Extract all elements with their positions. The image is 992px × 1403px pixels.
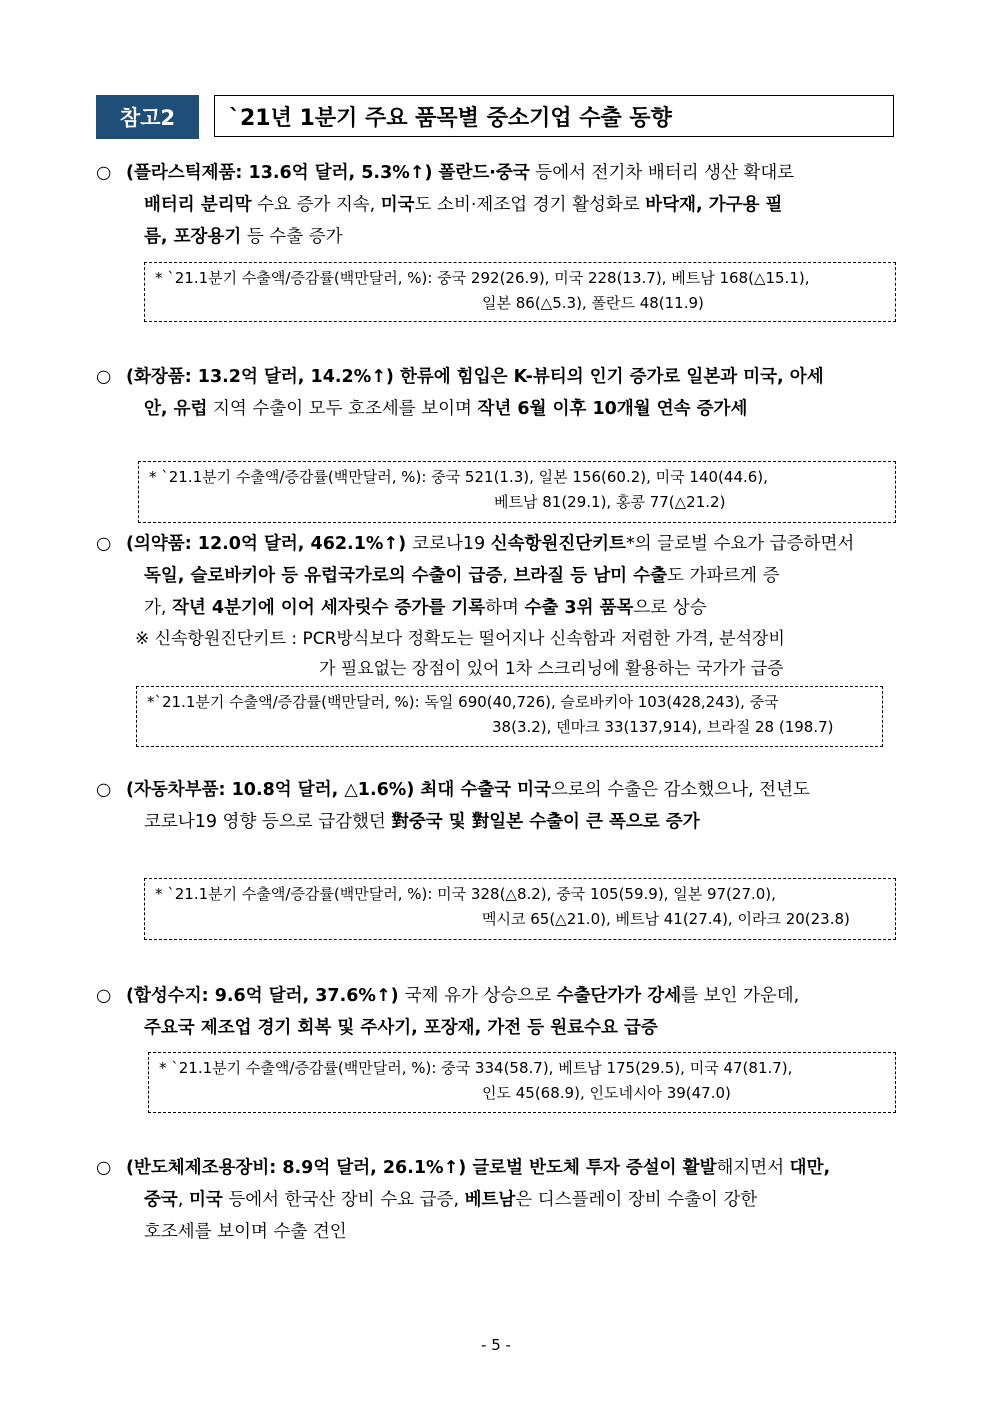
text-line [126,189,896,221]
text-run: 코로나19 영향 등으로 급감했던 [144,812,392,832]
note-line: 38(3.2), 덴마크 33(137,914), 브라질 28 (198.7) [492,718,834,736]
bullet-symbol: ○ [96,534,112,554]
kit-definition [135,624,905,684]
bold-run: 브라질 등 남미 수출 [513,566,667,586]
text-line [126,1012,896,1044]
section-text [126,980,896,1044]
text-line [126,157,896,189]
reference-badge: 참고2 [96,95,199,139]
bold-run: (의약품: 12.0억 달러, 462.1%↑) [126,534,413,554]
definition-line: ※ 신속항원진단키트 : PCR방식보다 정확도는 떨어지나 신속함과 저렴한 가격, 분석장비 [135,629,785,649]
section-pharma [96,528,896,624]
text-run: 가, [144,598,173,618]
text-run: 해지면서 [716,1158,790,1178]
text-run: 국제 유가 상승으로 [404,986,557,1006]
bullet-symbol: ○ [96,986,112,1006]
definition-line: 가 필요없는 장점이 있어 1차 스크리닝에 활용하는 국가가 급증 [319,659,784,679]
text-run: 코로나19 [412,534,491,554]
bold-run: 폴란드·중국 [438,163,530,183]
page-number: - 5 - [481,1336,511,1354]
text-line [126,1184,896,1216]
text-run: 도 소비·제조업 경기 활성화로 [414,195,646,215]
bold-run: (반도체제조용장비: 8.9억 달러, 26.1%↑) 글로벌 반도체 투자 증설이 활발 [126,1158,717,1178]
note-line: 일본 86(△5.3), 폴란드 48(11.9) [482,294,704,312]
section-text [126,157,896,253]
bold-run: 독일, 슬로바키아 등 유럽국가로의 수출이 급증 [144,566,503,586]
bullet-symbol: ○ [96,1158,112,1178]
bold-run: 對중국 및 對일본 수출이 큰 폭으로 증가 [391,812,700,832]
bold-run: 미국 [380,195,415,215]
page-title-text: `21년 1분기 주요 품목별 중소기업 수출 동향 [229,105,672,131]
bold-run: 안, 유럽 [144,399,208,419]
bold-run: 신속항원진단키트 [490,534,626,554]
text-line [126,393,896,425]
text-run: 으로 상승 [633,598,707,618]
text-run: , [177,1190,189,1210]
export-note-resin [148,1052,896,1113]
note-line: 멕시코 65(△21.0), 베트남 41(27.4), 이라크 20(23.8) [482,910,850,928]
section-cosmetics [96,361,896,425]
export-note-plastic [144,262,896,322]
text-run: *의 글로벌 수요가 급증하면서 [625,534,855,554]
text-run: 등에서 전기차 배터리 생산 확대로 [529,163,795,183]
bullet-symbol: ○ [96,780,112,800]
page-title [214,95,894,137]
bold-run: 작년 4분기에 이어 세자릿수 증가를 기록 [172,598,486,618]
bold-run: 수출단가가 강세 [556,986,682,1006]
text-run: 지역 수출이 모두 호조세를 보이며 [207,399,478,419]
bold-run: 배터리 분리막 [144,195,252,215]
text-run: 수요 증가 지속, [251,195,381,215]
bullet-symbol: ○ [96,367,112,387]
text-run: , [502,566,514,586]
bold-run: (플라스틱제품: 13.6억 달러, 5.3%↑) [126,163,439,183]
text-line [126,221,896,253]
export-note-cosmetics [138,461,896,523]
text-line [126,980,896,1012]
bold-run: 주요국 제조업 경기 회복 및 주사기, 포장재, 가전 등 원료수요 급증 [144,1018,658,1038]
text-line [126,1152,896,1184]
section-resin [96,980,896,1044]
text-run: 하며 [485,598,525,618]
bold-run: 중국 [144,1190,178,1210]
section-text [126,774,896,838]
text-line [126,774,896,806]
text-line [126,592,896,624]
section-autoparts [96,774,896,838]
note-line: *`21.1분기 수출액/증감률(백만달러, %): 독일 690(40,726), 슬로바키아 103(428,243), 중국 [147,693,779,711]
text-line [126,806,896,838]
text-line [126,528,896,560]
section-text [126,528,896,624]
bold-run: 베트남 [464,1190,516,1210]
section-text [126,1152,896,1248]
text-line [126,560,896,592]
section-text [126,361,896,425]
text-run: 등 수출 증가 [241,227,343,247]
bold-run: 름, 포장용기 [144,227,242,247]
export-note-pharma [136,686,883,747]
text-run: 은 디스플레이 장비 수출이 강한 [515,1190,758,1210]
bold-run: (화장품: 13.2억 달러, 14.2%↑) 한류에 힘입은 K-뷰티의 인기 증가로 일본과 미국, 아세 [126,367,824,387]
note-line: * `21.1분기 수출액/증감률(백만달러, %): 중국 292(26.9), 미국 228(13.7), 베트남 168(△15.1), [155,269,810,287]
bold-run: 대만, [789,1158,831,1178]
text-run: 를 보인 가운데, [681,986,800,1006]
bold-run: (합성수지: 9.6억 달러, 37.6%↑) [126,986,405,1006]
note-line: * `21.1분기 수출액/증감률(백만달러, %): 중국 334(58.7), 베트남 175(29.5), 미국 47(81.7), [159,1059,793,1077]
text-run: 호조세를 보이며 수출 견인 [144,1222,347,1242]
note-line: 베트남 81(29.1), 홍콩 77(△21.2) [494,493,726,511]
text-run: 으로의 수출은 감소했으나, 전년도 [550,780,810,800]
note-line: 인도 45(68.9), 인도네시아 39(47.0) [482,1084,731,1102]
text-line [126,1216,896,1248]
note-line: * `21.1분기 수출액/증감률(백만달러, %): 중국 521(1.3), 일본 156(60.2), 미국 140(44.6), [149,468,768,486]
bold-run: 수출 3위 품목 [524,598,634,618]
text-line [126,361,896,393]
text-run: 도 가파르게 증 [666,566,780,586]
bold-run: 바닥재, 가구용 필 [645,195,783,215]
bold-run: (자동차부품: 10.8억 달러, △1.6%) 최대 수출국 미국 [126,780,551,800]
bold-run: 작년 6월 이후 10개월 연속 증가세 [477,399,748,419]
section-plastic [96,157,896,253]
bullet-symbol: ○ [96,163,112,183]
export-note-autoparts [144,878,896,940]
note-line: * `21.1분기 수출액/증감률(백만달러, %): 미국 328(△8.2), 중국 105(59.9), 일본 97(27.0), [155,885,776,903]
section-semiconductor-equipment [96,1152,896,1248]
bold-run: 미국 [188,1190,223,1210]
text-run: 등에서 한국산 장비 수요 급증, [222,1190,465,1210]
